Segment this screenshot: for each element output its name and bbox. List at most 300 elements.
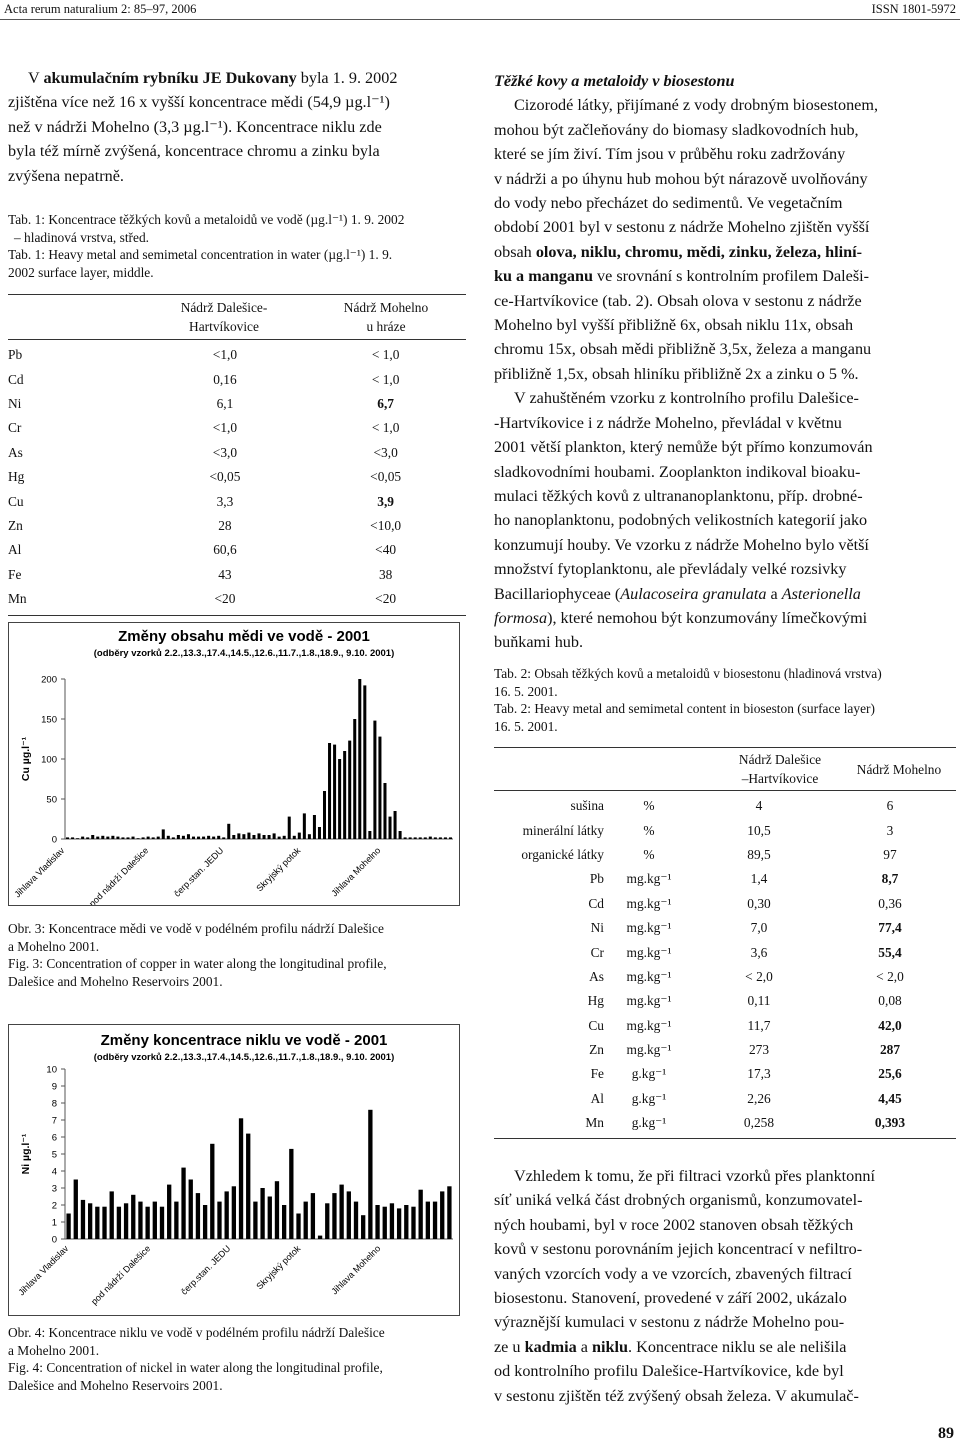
y-tick-label: 4 xyxy=(51,1166,57,1178)
paragraph-1: Cizorodé látky, přijímané z vody drobným biosestonem, mohou být začleňovány do biomasy sladkovodních hub, které se jím živí. Tím jsou v průběhu roku zadržovány v nádrži a po úhynu hub mohou být nárazově uvolňovány do vody nebo přecházet do sedimentů. Ve vegetačním období 2001 byl v sestonu z nádrže Mohelno zjištěn vyšší obsah olova, niklu, chromu, mědi, zinku, železa, hliní- ku a manganu ve srovnání s kontrolním profilem Daleši- ce-Hartvíkovice (tab. 2). Obsah olova v sestonu z nádrže Mohelno byl vyšší přibližně 6x, obsah niklu 11x, obsah chromu 15x, obsah mědi přibližně 3,5x, železa a manganu přibližně 1,5x, obsah hliníku přibližně 2x a zinku o 5 %. xyxy=(494,96,878,383)
bar xyxy=(303,813,306,839)
bar xyxy=(323,791,326,839)
table-1-header xyxy=(8,295,466,339)
bar xyxy=(449,837,452,839)
bar xyxy=(160,1207,164,1239)
bar xyxy=(102,1207,106,1239)
bar xyxy=(348,741,351,839)
bar xyxy=(167,1185,171,1239)
tab1-cell-el: Al xyxy=(8,542,22,558)
tab2-cell-a: 7,0 xyxy=(750,920,768,936)
bar xyxy=(439,837,442,839)
issn-header: ISSN 1801-5972 xyxy=(871,2,956,16)
bar xyxy=(246,1134,250,1239)
site-label: Jihlava Mohelno xyxy=(329,1243,383,1297)
bar xyxy=(298,833,301,839)
tab2-cell-unit: mg.kg⁻¹ xyxy=(626,895,672,911)
bar xyxy=(131,1195,135,1239)
tab2-cell-name: Zn xyxy=(589,1042,604,1058)
bar xyxy=(257,833,260,839)
tab1-cell-a: <3,0 xyxy=(212,444,238,460)
bar xyxy=(239,1118,243,1239)
table-row xyxy=(494,892,956,916)
tab2-cell-unit: g.kg⁻¹ xyxy=(631,1066,667,1082)
tab2-cell-a: 89,5 xyxy=(747,846,771,862)
bar xyxy=(296,1214,300,1240)
bar xyxy=(399,831,402,839)
table-2 xyxy=(494,747,956,1139)
bar xyxy=(308,834,311,839)
bar xyxy=(289,1149,293,1239)
bar xyxy=(260,1188,264,1239)
bar xyxy=(138,1202,142,1239)
tab1-cell-a: 0,16 xyxy=(213,371,237,387)
table-row xyxy=(494,1014,956,1038)
tab2-cell-a: 4 xyxy=(755,798,763,814)
tab1-col-mohelno: Nádrž Mohelno u hráze xyxy=(343,300,429,334)
bar xyxy=(278,837,281,839)
tab2-cell-b: 4,45 xyxy=(878,1090,902,1106)
bar xyxy=(86,837,89,839)
tab2-cell-unit: mg.kg⁻¹ xyxy=(626,993,672,1009)
tab2-cell-name: Ni xyxy=(590,920,604,936)
left-intro-paragraph: V akumulačním rybníku JE Dukovany byla 1. 9. 2002 zjištěna více než 16 x vyšší koncentrace mědi (54,9 µg.l⁻¹) než v nádrži Mohelno (3,3 µg.l⁻¹). Koncentrace niklu zde byla též mírně zvýšená, koncentrace chromu a zinku byla zvýšena nepatrně. xyxy=(8,69,398,185)
bar xyxy=(124,1203,128,1239)
bar xyxy=(354,1202,358,1239)
bar xyxy=(106,837,109,839)
bar xyxy=(263,835,266,839)
tab2-col-dalesice: Nádrž Dalešice –Hartvíkovice xyxy=(738,752,822,786)
tab1-cell-b: 6,7 xyxy=(377,395,395,411)
tab2-cell-unit: mg.kg⁻¹ xyxy=(626,1042,672,1058)
tab2-cell-b: 42,0 xyxy=(878,1017,902,1033)
bar xyxy=(232,835,235,839)
y-tick-label: 150 xyxy=(41,714,57,726)
tab1-cell-a: 3,3 xyxy=(216,493,234,509)
bar xyxy=(288,817,291,839)
y-tick-label: 2 xyxy=(51,1200,57,1212)
page-number: 89 xyxy=(938,1425,954,1442)
fig4-caption: Obr. 4: Koncentrace niklu ve vodě v podélném profilu nádrží Dalešice a Mohelno 2001. Fig. 4: Concentration of nickel in water along the longitudinal profile, Dalešice and Mohelno Reservoirs 2001. xyxy=(8,1325,385,1393)
tab2-cell-a: 1,4 xyxy=(750,871,768,887)
bar xyxy=(147,837,150,839)
table-row xyxy=(8,392,466,416)
bar xyxy=(394,811,397,839)
bar xyxy=(338,759,341,839)
table-row xyxy=(8,367,466,391)
tab1-cell-a: 6,1 xyxy=(216,395,234,411)
y-tick-label: 100 xyxy=(41,754,57,766)
table-row xyxy=(8,563,466,587)
bar xyxy=(225,1191,229,1239)
tab2-cell-b: 25,6 xyxy=(878,1066,902,1082)
tab2-cell-name: organické látky xyxy=(521,846,604,862)
bar xyxy=(433,1202,437,1239)
bar xyxy=(358,679,361,839)
site-label: Skryjský potok xyxy=(254,1243,303,1292)
bar xyxy=(389,817,392,839)
table-row xyxy=(8,441,466,465)
bar xyxy=(137,838,140,839)
tab1-cell-el: Fe xyxy=(8,566,22,582)
bar xyxy=(181,1168,185,1239)
site-label: Jihlava Mohelno xyxy=(329,845,383,899)
chart-title: Změny obsahu mědi ve vodě - 2001 xyxy=(118,628,370,645)
tab1-cell-a: <1,0 xyxy=(212,420,238,436)
y-tick-label: 10 xyxy=(46,1064,57,1076)
bar xyxy=(339,1185,343,1239)
table-row xyxy=(494,1062,956,1086)
bar xyxy=(313,815,316,839)
bar xyxy=(121,837,124,839)
bar xyxy=(157,837,160,839)
bar xyxy=(71,837,74,839)
tab1-cell-b: < 1,0 xyxy=(371,371,400,387)
bar xyxy=(196,1193,200,1239)
nickel-chart xyxy=(8,1024,460,1316)
tab2-cell-b: 287 xyxy=(879,1042,901,1058)
bar xyxy=(192,837,195,839)
bar xyxy=(197,837,200,839)
site-label: pod nádrží Dalešice xyxy=(87,845,151,905)
section-heading: Těžké kovy a metaloidy v biosestonu xyxy=(494,72,735,90)
tab1-cell-el: Cd xyxy=(8,371,24,387)
bar xyxy=(325,1203,329,1239)
tab1-cell-a: 28 xyxy=(218,517,232,533)
y-tick-label: 0 xyxy=(51,834,57,846)
tab2-cell-b: 77,4 xyxy=(878,920,902,936)
bar xyxy=(318,1236,322,1239)
tab2-cell-name: Cd xyxy=(588,895,604,911)
tab2-cell-name: Cr xyxy=(590,944,604,960)
bar xyxy=(96,837,99,839)
tab2-cell-name: As xyxy=(589,968,604,984)
table-row xyxy=(494,989,956,1013)
table-2-body xyxy=(494,794,956,1135)
tab2-cell-name: Cu xyxy=(588,1017,604,1033)
bar xyxy=(152,837,155,839)
tab2-cell-unit: mg.kg⁻¹ xyxy=(626,968,672,984)
bar xyxy=(132,837,135,839)
bar xyxy=(172,837,175,839)
bar xyxy=(252,835,255,839)
tab1-cell-a: 60,6 xyxy=(213,542,237,558)
table-row xyxy=(8,514,466,538)
bar xyxy=(333,745,336,839)
tab2-cell-unit: % xyxy=(643,846,655,862)
bar xyxy=(117,1207,121,1239)
bar xyxy=(375,1205,379,1239)
bar xyxy=(409,837,412,839)
right-section xyxy=(494,69,956,655)
bar xyxy=(174,1202,178,1239)
table-row xyxy=(8,538,466,562)
bar xyxy=(368,831,371,839)
bar xyxy=(347,1191,351,1239)
bar xyxy=(74,1180,78,1240)
bar xyxy=(81,837,84,839)
table-row xyxy=(494,965,956,989)
tab2-caption: Tab. 2: Obsah těžkých kovů a metaloidů v biosestonu (hladinová vrstva) 16. 5. 2001. Tab. 2: Heavy metal and semimetal content in bioseston (surface layer) 16. 5. 2001. xyxy=(494,666,882,734)
table-row xyxy=(494,1087,956,1111)
bar xyxy=(217,1202,221,1239)
tab2-cell-a: 17,3 xyxy=(747,1066,771,1082)
table-row xyxy=(8,343,466,367)
bar xyxy=(116,837,119,839)
bar xyxy=(66,1214,70,1240)
bar xyxy=(383,783,386,839)
bar xyxy=(328,743,331,839)
table-row xyxy=(494,843,956,867)
tab2-cell-a: 10,5 xyxy=(747,822,771,838)
bar xyxy=(222,837,225,839)
chart-subtitle: (odběry vzorků 2.2.,13.3.,17.4.,14.5.,12.6.,11.7.,1.8.,18.9., 9.10. 2001) xyxy=(93,1052,395,1063)
tab1-cell-el: Cr xyxy=(8,420,22,436)
tab2-cell-name: Hg xyxy=(587,993,604,1009)
tab2-cell-name: sušina xyxy=(570,798,604,814)
bar xyxy=(95,1207,99,1239)
tab1-cell-b: 38 xyxy=(378,566,393,582)
table-row xyxy=(494,916,956,940)
bar xyxy=(237,833,240,839)
y-tick-label: 50 xyxy=(46,794,57,806)
tab2-cell-name: Mn xyxy=(585,1115,604,1131)
copper-chart-svg xyxy=(9,623,459,905)
bar xyxy=(207,836,210,839)
tab2-cell-b: 0,393 xyxy=(874,1115,906,1131)
bar xyxy=(304,1202,308,1239)
tab2-cell-a: 0,30 xyxy=(747,895,771,911)
y-tick-label: 7 xyxy=(51,1115,57,1127)
tab1-cell-b: < 1,0 xyxy=(371,420,400,436)
tab1-cell-b: <10,0 xyxy=(370,517,402,533)
bar xyxy=(227,824,230,839)
tab1-cell-a: <0,05 xyxy=(209,469,241,485)
bar xyxy=(111,836,114,839)
bar xyxy=(343,751,346,839)
table-row xyxy=(494,940,956,964)
bar xyxy=(210,1144,214,1239)
bar xyxy=(212,837,215,839)
tab2-cell-b: 97 xyxy=(883,846,897,862)
bar xyxy=(404,1205,408,1239)
tab1-cell-b: 3,9 xyxy=(377,493,395,509)
y-tick-label: 1 xyxy=(51,1217,57,1229)
tab2-cell-unit: mg.kg⁻¹ xyxy=(626,944,672,960)
tab2-cell-unit: mg.kg⁻¹ xyxy=(626,1017,672,1033)
bar xyxy=(283,836,286,839)
bar xyxy=(426,1202,430,1239)
bar xyxy=(101,836,104,839)
y-tick-label: 6 xyxy=(51,1132,57,1144)
tab2-cell-b: 3 xyxy=(886,822,894,838)
bar xyxy=(397,1208,401,1239)
y-tick-label: 0 xyxy=(51,1234,57,1246)
table-2-header xyxy=(494,748,956,790)
bar xyxy=(378,737,381,839)
tab1-cell-el: As xyxy=(8,444,23,460)
bar xyxy=(268,1197,272,1240)
bar xyxy=(434,837,437,839)
tab1-cell-el: Mn xyxy=(8,591,27,607)
tab2-col-mohelno: Nádrž Mohelno xyxy=(856,762,942,777)
chart-title: Změny koncentrace niklu ve vodě - 2001 xyxy=(100,1032,388,1049)
tab1-cell-b: < 1,0 xyxy=(371,347,400,363)
bar xyxy=(282,1205,286,1239)
tab1-cell-a: 43 xyxy=(218,566,232,582)
tab2-cell-a: 11,7 xyxy=(747,1017,771,1033)
tab1-cell-a: <1,0 xyxy=(212,347,238,363)
y-tick-label: 9 xyxy=(51,1081,57,1093)
bar xyxy=(242,834,245,839)
tab2-cell-unit: g.kg⁻¹ xyxy=(631,1115,667,1131)
tab2-cell-a: 3,6 xyxy=(750,944,768,960)
tab2-cell-a: 0,11 xyxy=(747,993,771,1009)
bar xyxy=(311,1193,315,1239)
bar xyxy=(203,1205,207,1239)
bar xyxy=(318,827,321,839)
tab1-cell-el: Pb xyxy=(8,347,23,363)
tab2-cell-a: 0,258 xyxy=(743,1115,775,1131)
header-rule xyxy=(0,19,960,20)
site-label: Jihlava Vladislav xyxy=(16,1243,71,1298)
paragraph-2: V zahuštěném vzorku z kontrolního profilu Dalešice- -Hartvíkovice i z nádrže Mohelno, převládal v květnu 2001 větší plankton, který nemůže být přímo konzumován sladkovodními houbami. Zooplankton indikoval bioaku- mulaci těžkých kovů z ultrananoplanktonu, příp. drobné- ho nanoplanktonu, podobných velikostních kategorií jako konzumují houby. Ve vzorku z nádrže Mohelno bylo větší množství fytoplanktonu, ale převládaly velké rozsivky Bacillariophyceae (Aulacoseira granulata a Asterionella formosa), které nemohou být konzumovány límečkovými buňkami hub. xyxy=(494,389,873,652)
table-row xyxy=(494,867,956,891)
site-label: Jihlava Vladislav xyxy=(12,845,67,900)
bar xyxy=(332,1193,336,1239)
tab2-cell-unit: % xyxy=(643,798,655,814)
bar xyxy=(91,835,94,839)
bar xyxy=(414,837,417,839)
tab1-col-dalesice: Nádrž Dalešice- Hartvíkovice xyxy=(180,300,268,334)
bar xyxy=(383,1207,387,1239)
site-label: Skryjský potok xyxy=(254,845,303,894)
bar xyxy=(182,836,185,839)
tab2-cell-unit: g.kg⁻¹ xyxy=(631,1090,667,1106)
bar xyxy=(253,1202,257,1239)
bar xyxy=(189,1180,193,1240)
bar xyxy=(368,1110,372,1239)
bar xyxy=(247,833,250,839)
bar xyxy=(162,829,165,839)
tab1-cell-el: Cu xyxy=(8,493,24,509)
tab1-cell-b: <40 xyxy=(375,542,397,558)
nickel-chart-svg xyxy=(9,1025,459,1315)
y-axis-label: Cu µg.l⁻¹ xyxy=(20,736,32,782)
bar xyxy=(153,1202,157,1239)
tab2-cell-a: 2,26 xyxy=(747,1090,771,1106)
tab2-cell-unit: mg.kg⁻¹ xyxy=(626,871,672,887)
tab1-cell-b: <0,05 xyxy=(370,469,402,485)
tab2-cell-unit: % xyxy=(643,822,655,838)
tab2-cell-b: < 2,0 xyxy=(876,968,904,984)
bar xyxy=(293,836,296,839)
table-row xyxy=(494,818,956,842)
tab1-cell-el: Zn xyxy=(8,517,23,533)
table-row xyxy=(8,465,466,489)
chart-subtitle: (odběry vzorků 2.2.,13.3.,17.4.,14.5.,12.6.,11.7.,1.8.,18.9., 9.10. 2001) xyxy=(93,648,395,659)
bar xyxy=(419,1190,423,1239)
tab2-cell-unit: mg.kg⁻¹ xyxy=(626,920,672,936)
y-tick-label: 200 xyxy=(41,674,57,686)
bar xyxy=(167,836,170,839)
tab1-cell-el: Ni xyxy=(8,395,22,411)
bar xyxy=(217,836,220,839)
bar xyxy=(126,837,129,839)
tab2-cell-a: 273 xyxy=(748,1042,770,1058)
tab2-cell-b: 0,36 xyxy=(878,895,902,911)
table-1-body xyxy=(8,343,466,611)
table-row xyxy=(8,489,466,513)
tab1-caption: Tab. 1: Koncentrace těžkých kovů a metaloidů ve vodě (µg.l⁻¹) 1. 9. 2002 – hladinová vrstva, střed. Tab. 1: Heavy metal and semimetal concentration in water (µg.l⁻¹) 1. 9. 2002 surface layer, middle. xyxy=(8,212,405,280)
fig3-caption: Obr. 3: Koncentrace mědi ve vodě v podélném profilu nádrží Dalešice a Mohelno 2001. Fig. 3: Concentration of copper in water along the longitudinal profile, Dalešice and Mohelno Reservoirs 2001. xyxy=(8,921,387,989)
bar xyxy=(440,1191,444,1239)
tab1-cell-b: <20 xyxy=(375,591,397,607)
tab1-cell-a: <20 xyxy=(214,591,236,607)
tab1-cell-el: Hg xyxy=(8,469,25,485)
bar xyxy=(411,1207,415,1239)
bar xyxy=(424,837,427,839)
tab2-cell-name: Al xyxy=(590,1090,604,1106)
y-tick-label: 8 xyxy=(51,1098,57,1110)
tab2-cell-name: Fe xyxy=(590,1066,604,1082)
table-row xyxy=(8,587,466,611)
right-bottom-paragraph: Vzhledem k tomu, že při filtraci vzorků přes planktonní síť uniká velká část drobných organismů, konzumovatel- ných houbami, byl v roce 2002 stanoven obsah těžkých kovů v sestonu porovnáním jejich koncentrací v nefiltro- vaných vzorcích vody a ve vzorcích, zbavených filtrací biosestonu. Stanovení, provedené v září 2002, ukázalo výraznější kumulaci v sestonu z nádrže Mohelno pou- ze u kadmia a niklu. Koncentrace niklu se ale nelišila od kontrolního profilu Dalešice-Hartvíkovice, kde byl v sestonu zjištěn též zvýšený obsah železa. V akumulač- xyxy=(494,1167,875,1405)
bar xyxy=(145,1207,149,1239)
bar xyxy=(66,837,69,839)
bar xyxy=(447,1186,451,1239)
bar xyxy=(353,719,356,839)
table-row xyxy=(494,1038,956,1062)
bar xyxy=(232,1186,236,1239)
bar xyxy=(404,837,407,839)
tab2-cell-name: minerální látky xyxy=(522,822,604,838)
bar xyxy=(202,837,205,839)
bar xyxy=(142,837,145,839)
table-row xyxy=(8,416,466,440)
bar xyxy=(361,1215,365,1239)
y-tick-label: 5 xyxy=(51,1149,57,1161)
y-tick-label: 3 xyxy=(51,1183,57,1195)
tab2-cell-b: 55,4 xyxy=(878,944,902,960)
table-row xyxy=(494,1111,956,1135)
bar xyxy=(373,721,376,839)
tab2-cell-b: 8,7 xyxy=(881,871,899,887)
bar xyxy=(273,833,276,839)
site-label: pod nádrží Dalešice xyxy=(89,1243,153,1307)
site-label: čerp.stan. JEDU xyxy=(179,1243,233,1297)
bar xyxy=(419,837,422,839)
bar xyxy=(88,1203,92,1239)
bar xyxy=(444,837,447,839)
tab2-cell-name: Pb xyxy=(589,871,604,887)
bar xyxy=(275,1181,279,1239)
bar xyxy=(187,834,190,839)
bar xyxy=(110,1191,114,1239)
bar xyxy=(429,837,432,839)
copper-chart xyxy=(8,622,460,906)
bar xyxy=(363,685,366,839)
bar xyxy=(177,835,180,839)
tab2-cell-b: 6 xyxy=(886,798,894,814)
tab2-cell-a: < 2,0 xyxy=(745,968,773,984)
bar xyxy=(268,835,271,839)
bar xyxy=(76,838,79,839)
tab1-cell-b: <3,0 xyxy=(373,444,398,460)
site-label: čerp.stan. JEDU xyxy=(172,845,226,899)
table-row xyxy=(494,794,956,818)
table-1 xyxy=(8,294,466,616)
